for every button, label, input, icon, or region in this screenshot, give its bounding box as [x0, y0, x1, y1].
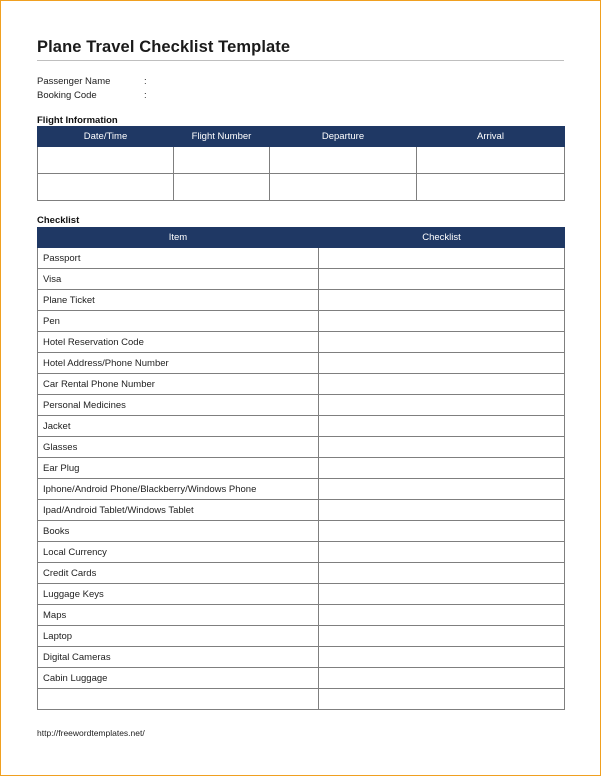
- checklist-item-cell: Pen: [38, 311, 319, 332]
- checklist-check-cell[interactable]: [319, 542, 565, 563]
- checklist-check-cell[interactable]: [319, 332, 565, 353]
- flight-number-cell[interactable]: [174, 147, 270, 174]
- table-row: [38, 147, 565, 174]
- table-row: [38, 605, 565, 626]
- checklist-check-cell[interactable]: [319, 248, 565, 269]
- checklist-item-cell: Passport: [38, 248, 319, 269]
- checklist-check-cell[interactable]: [319, 500, 565, 521]
- checklist-item-cell: Credit Cards: [38, 563, 319, 584]
- table-row: [38, 374, 565, 395]
- checklist-item-cell: Laptop: [38, 626, 319, 647]
- checklist-check-cell[interactable]: [319, 269, 565, 290]
- checklist-check-cell[interactable]: [319, 479, 565, 500]
- flight-information-heading: Flight Information: [37, 115, 118, 126]
- header-departure: Departure: [270, 127, 417, 147]
- checklist-table: [37, 227, 565, 710]
- checklist-check-cell[interactable]: [319, 605, 565, 626]
- table-row: [38, 311, 565, 332]
- checklist-item-cell: Plane Ticket: [38, 290, 319, 311]
- departure-cell[interactable]: [270, 174, 417, 201]
- checklist-item-cell: Digital Cameras: [38, 647, 319, 668]
- table-row: [38, 269, 565, 290]
- flight-header-row: [38, 127, 565, 147]
- checklist-check-cell[interactable]: [319, 416, 565, 437]
- checklist-item-cell: Local Currency: [38, 542, 319, 563]
- table-row: [38, 689, 565, 710]
- checklist-check-cell[interactable]: [319, 521, 565, 542]
- header-checklist: Checklist: [319, 228, 565, 248]
- table-row: [38, 542, 565, 563]
- header-flight-number: Flight Number: [174, 127, 270, 147]
- checklist-check-cell[interactable]: [319, 353, 565, 374]
- document-title: Plane Travel Checklist Template: [37, 38, 291, 56]
- checklist-check-cell[interactable]: [319, 647, 565, 668]
- checklist-check-cell[interactable]: [319, 458, 565, 479]
- checklist-check-cell[interactable]: [319, 626, 565, 647]
- header-item: Item: [38, 228, 319, 248]
- table-row: [38, 479, 565, 500]
- passenger-name-separator: :: [144, 76, 147, 87]
- table-row: [38, 395, 565, 416]
- checklist-item-cell: Personal Medicines: [38, 395, 319, 416]
- table-row: [38, 332, 565, 353]
- departure-cell[interactable]: [270, 147, 417, 174]
- checklist-body: [38, 248, 565, 710]
- header-arrival: Arrival: [417, 127, 565, 147]
- checklist-check-cell[interactable]: [319, 668, 565, 689]
- footer-url: http://freewordtemplates.net/: [37, 728, 145, 738]
- checklist-check-cell[interactable]: [319, 437, 565, 458]
- table-row: [38, 668, 565, 689]
- table-row: [38, 647, 565, 668]
- passenger-name-field: [37, 76, 147, 87]
- flight-information-table: [37, 126, 565, 201]
- arrival-cell[interactable]: [417, 147, 565, 174]
- booking-code-label: Booking Code: [37, 90, 97, 101]
- table-row: [38, 437, 565, 458]
- table-row: [38, 174, 565, 201]
- checklist-item-cell: Books: [38, 521, 319, 542]
- checklist-item-cell: Visa: [38, 269, 319, 290]
- checklist-check-cell[interactable]: [319, 689, 565, 710]
- checklist-item-cell: Jacket: [38, 416, 319, 437]
- booking-code-field: [37, 90, 147, 101]
- checklist-header-row: [38, 228, 565, 248]
- checklist-item-cell: Luggage Keys: [38, 584, 319, 605]
- checklist-check-cell[interactable]: [319, 584, 565, 605]
- checklist-item-cell: Glasses: [38, 437, 319, 458]
- table-row: [38, 458, 565, 479]
- checklist-item-cell: Hotel Address/Phone Number: [38, 353, 319, 374]
- checklist-item-cell: Hotel Reservation Code: [38, 332, 319, 353]
- table-row: [38, 416, 565, 437]
- arrival-cell[interactable]: [417, 174, 565, 201]
- checklist-check-cell[interactable]: [319, 290, 565, 311]
- booking-code-separator: :: [144, 90, 147, 101]
- checklist-check-cell[interactable]: [319, 563, 565, 584]
- title-divider: [37, 60, 564, 61]
- table-row: [38, 353, 565, 374]
- checklist-check-cell[interactable]: [319, 395, 565, 416]
- checklist-item-cell: Ipad/Android Tablet/Windows Tablet: [38, 500, 319, 521]
- checklist-check-cell[interactable]: [319, 311, 565, 332]
- flight-number-cell[interactable]: [174, 174, 270, 201]
- checklist-item-cell: Iphone/Android Phone/Blackberry/Windows Phone: [38, 479, 319, 500]
- checklist-check-cell[interactable]: [319, 374, 565, 395]
- table-row: [38, 290, 565, 311]
- date-time-cell[interactable]: [38, 147, 174, 174]
- table-row: [38, 563, 565, 584]
- table-row: [38, 500, 565, 521]
- checklist-item-cell: Cabin Luggage: [38, 668, 319, 689]
- table-row: [38, 626, 565, 647]
- table-row: [38, 521, 565, 542]
- date-time-cell[interactable]: [38, 174, 174, 201]
- checklist-item-cell: [38, 689, 319, 710]
- checklist-item-cell: Ear Plug: [38, 458, 319, 479]
- passenger-name-label: Passenger Name: [37, 76, 111, 87]
- checklist-item-cell: Car Rental Phone Number: [38, 374, 319, 395]
- table-row: [38, 584, 565, 605]
- header-date-time: Date/Time: [38, 127, 174, 147]
- checklist-item-cell: Maps: [38, 605, 319, 626]
- table-row: [38, 248, 565, 269]
- checklist-heading: Checklist: [37, 215, 80, 226]
